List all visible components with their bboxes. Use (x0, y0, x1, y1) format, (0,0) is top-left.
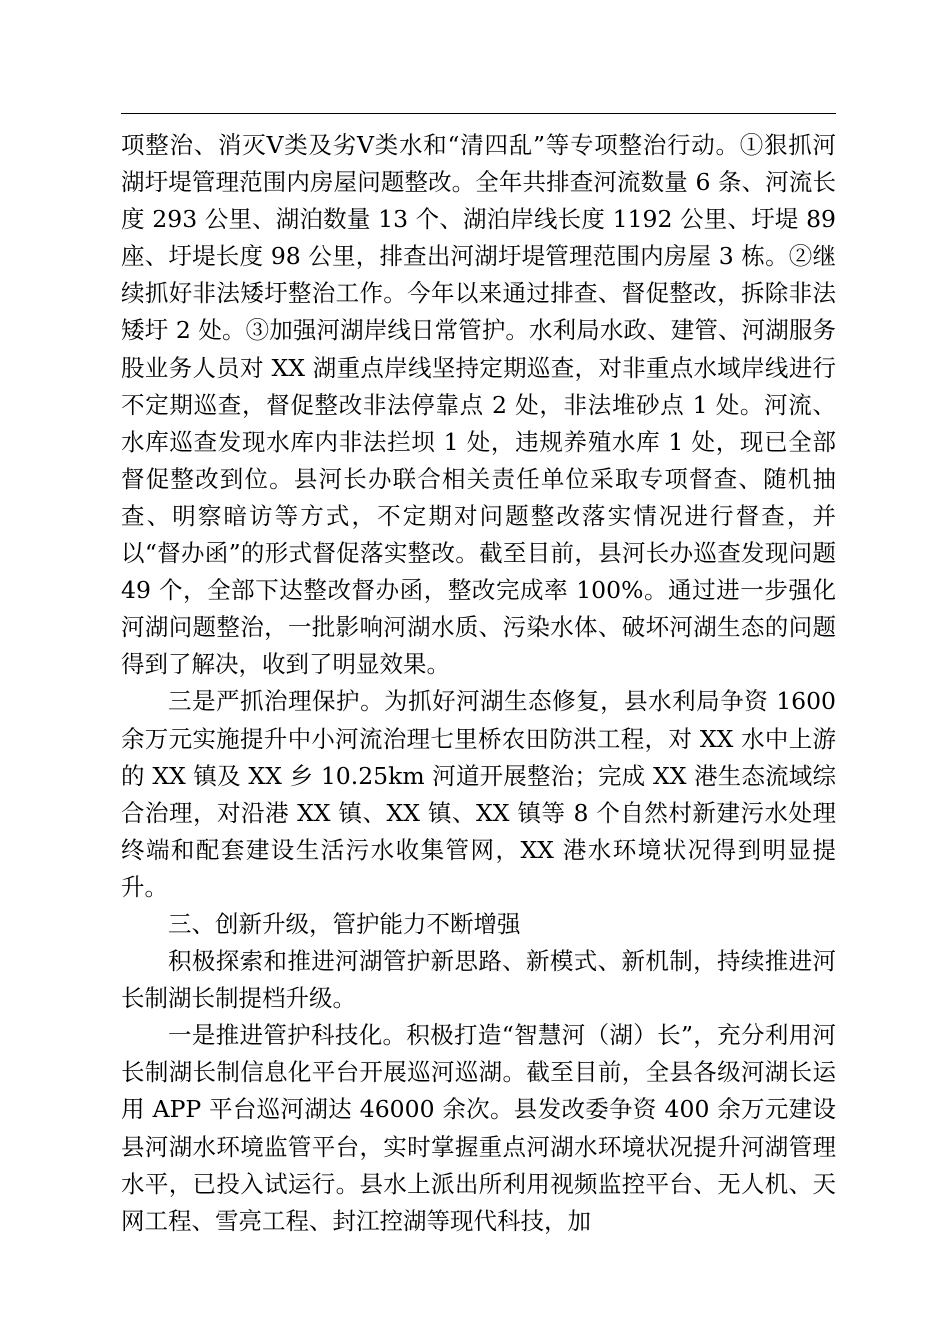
paragraph-governance-protection: 三是严抓治理保护。为抓好河湖生态修复，县水利局争资 1600 余万元实施提升中小河流治理七里桥农田防洪工程，对 XX 水中上游的 XX 镇及 XX 乡 10.25km 河道开展整治；完成 XX 港生态流域综合治理，对沿港 XX 镇、XX 镇、XX 镇等 8 个自然村新建污水处理终端和配套建设生活污水收集管网，XX 港水环境状况得到明显提升。 (121, 687, 836, 901)
header-rule (121, 113, 836, 114)
paragraph-new-mechanisms: 积极探索和推进河湖管护新思路、新模式、新机制，持续推进河长制湖长制提档升级。 (121, 947, 836, 1013)
document-body (121, 127, 836, 1240)
paragraph-special-rectification: 项整治、消灭Ⅴ类及劣Ⅴ类水和“清四乱”等专项整治行动。①狠抓河湖圩堤管理范围内房屋问题整改。全年共排查河流数量 6 条、河流长度 293 公里、湖泊数量 13 个、湖泊岸线长度 1192 公里、圩堤 89 座、圩堤长度 98 公里，排查出河湖圩堤管理范围内房屋 3 栋。②继续抓好非法矮圩整治工作。今年以来通过排查、督促整改，拆除非法矮圩 2 处。③加强河湖岸线日常管护。水利局水政、建管、河湖服务股业务人员对 XX 湖重点岸线坚持定期巡查，对非重点水域岸线进行不定期巡查，督促整改非法停靠点 2 处，非法堆砂点 1 处。河流、水库巡查发现水库内非法拦坝 1 处，违规养殖水库 1 处，现已全部督促整改到位。县河长办联合相关责任单位采取专项督查、随机抽查、明察暗访等方式，不定期对问题整改落实情况进行督查，并以“督办函”的形式督促落实整改。截至目前，县河长办巡查发现问题 49 个，全部下达整改督办函，整改完成率 100%。通过进一步强化河湖问题整治，一批影响河湖水质、污染水体、破坏河湖生态的问题得到了解决，收到了明显效果。 (121, 131, 836, 679)
section-heading-innovation: 三、创新升级，管护能力不断增强 (168, 909, 521, 938)
paragraph-tech-management: 一是推进管护科技化。积极打造“智慧河（湖）长”，充分利用河长制湖长制信息化平台开展巡河巡湖。截至目前，全县各级河湖长运用 APP 平台巡河湖达 46000 余次。县发改委争资 400 余万元建设县河湖水环境监管平台，实时掌握重点河湖水环境状况提升河湖管理水平，已投入试运行。县水上派出所利用视频监控平台、无人机、天网工程、雪亮工程、封江控湖等现代科技，加 (121, 1021, 836, 1235)
